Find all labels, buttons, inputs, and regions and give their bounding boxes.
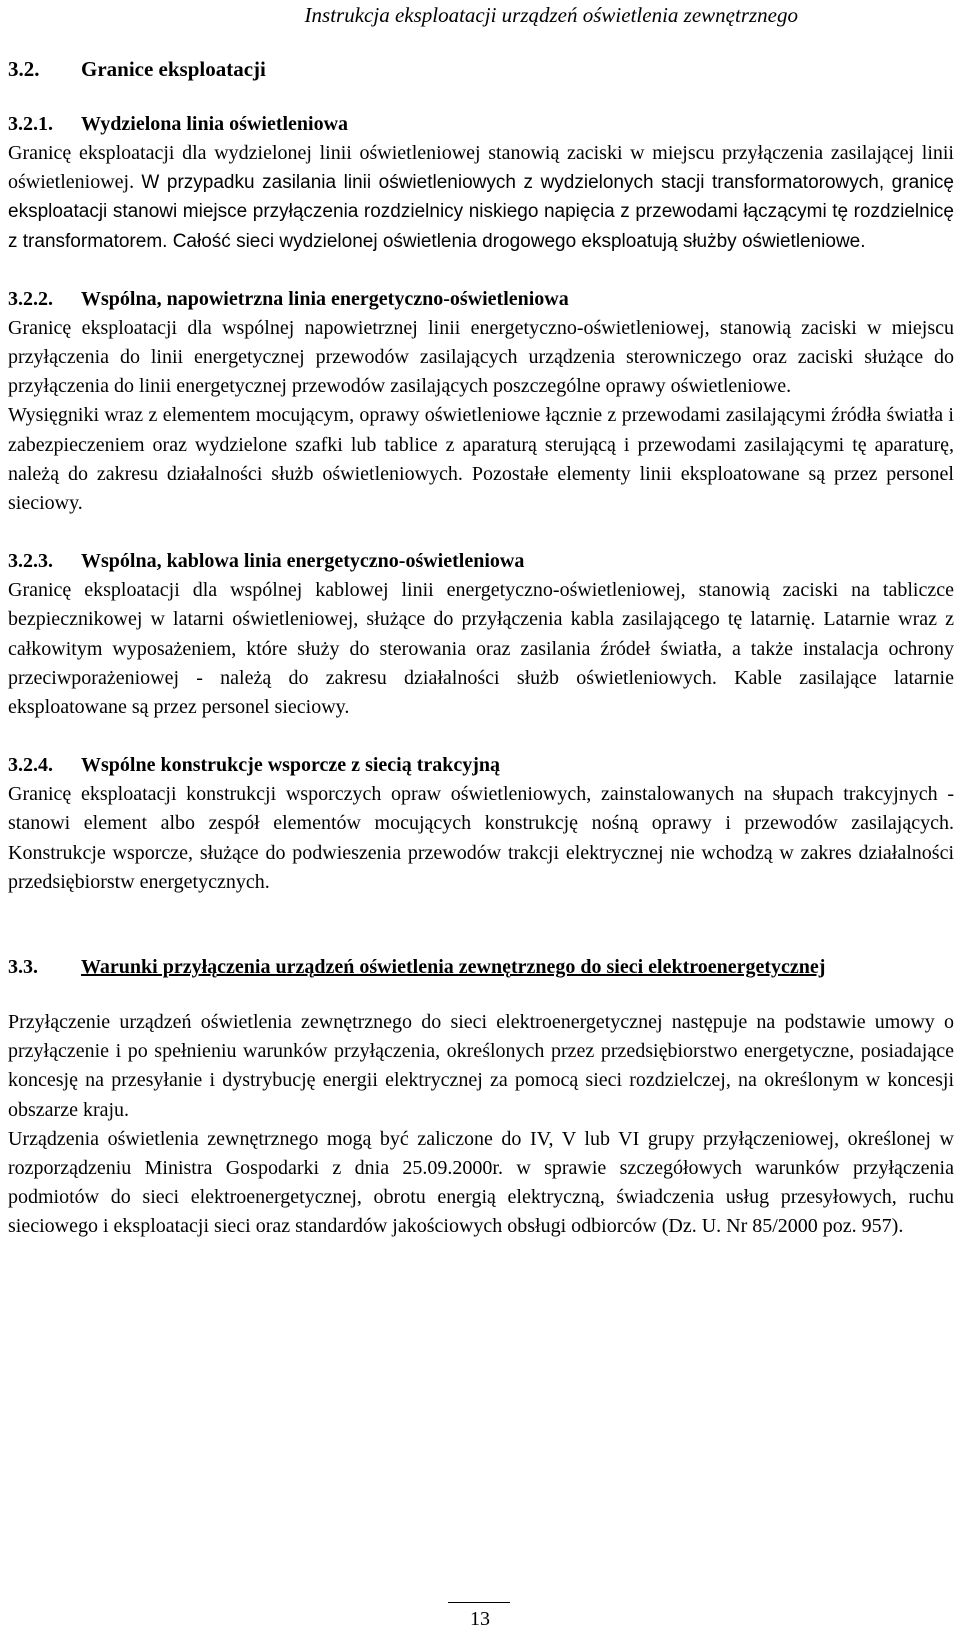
paragraph: Granicę eksploatacji dla wspólnej napowietrznej linii energetyczno-oświetleniowej, stanowią zaciski w miejscu przyłączenia do linii energetycznej przewodów zasilających urządzenia sterowniczego oraz zaciski służące do przyłączenia do linii energetycznej przewodów zasilających poszczególne oprawy oświetleniowe.	[8, 316, 954, 398]
section-heading-3-3	[8, 953, 954, 982]
subsection-title: Wspólna, napowietrzna linia energetyczno-oświetleniowa	[81, 287, 569, 310]
paragraph	[8, 139, 954, 256]
section-number: 3.3.	[8, 956, 38, 979]
paragraph: Granicę eksploatacji dla wspólnej kablowej linii energetyczno-oświetleniowej, stanowią zaciski na tabliczce bezpiecznikowej w latarni oświetleniowej, służące do przyłączenia kabla zasilającego tę latarnię. Latarnie wraz z całkowitym wyposażeniem, które służy do sterowania oraz zasilania źródeł światła, a także instalacja ochrony przeciwporażeniowej - należą do zakresu działalności służb oświetleniowych. Kable zasilające latarnie eksploatowane są przez personel sieciowy.	[8, 579, 954, 719]
subsection-title: Wspólna, kablowa linia energetyczno-oświetleniowa	[81, 550, 525, 573]
subsection-number: 3.2.4.	[8, 754, 53, 777]
section-title: Warunki przyłączenia urządzeń oświetlenia zewnętrznego do sieci elektroenergetycznej	[81, 956, 826, 979]
running-header: Instrukcja eksploatacji urządzeń oświetlenia zewnętrznego	[304, 3, 798, 27]
paragraph: Urządzenia oświetlenia zewnętrznego mogą być zaliczone do IV, V lub VI grupy przyłączeniowej, określonej w rozporządzeniu Ministra Gospodarki z dnia 25.09.2000r. w sprawie szczegółowych warunków przyłączenia podmiotów do sieci elektroenergetycznej, obrotu energią elektryczną, świadczenia usług przesyłowych, ruchu sieciowego i eksploatacji sieci oraz standardów jakościowych obsługi odbiorców (Dz. U. Nr 85/2000 poz. 957).	[8, 1127, 954, 1238]
document-body	[8, 55, 954, 1242]
section-title: Granice eksploatacji	[81, 57, 266, 81]
section-number: 3.2.	[8, 57, 40, 81]
paragraph-part: Granicę eksploatacji dla wydzielonej linii oświetleniowej stanowią zaciski w miejscu przyłączenia zasilającej linii oświetleniowej.	[8, 142, 954, 194]
subsection-heading-3-2-2	[8, 285, 954, 314]
paragraph-part: W przypadku zasilania linii oświetleniowych z wydzielonych stacji transformatorowych, granicę eksploatacji stanowi miejsce przyłączenia rozdzielnicy niskiego napięcia z przewodami łączącymi tę rozdzielnicę z transformatorem. Całość sieci wydzielonej oświetlenia drogowego eksploatują służby oświetleniowe.	[8, 172, 954, 252]
paragraph: Granicę eksploatacji konstrukcji wsporczych opraw oświetleniowych, zainstalowanych na słupach trakcyjnych - stanowi element albo zespół elementów mocujących konstrukcję nośną oprawy i przewodów zasilających. Konstrukcje wsporcze, służące do podwieszenia przewodów trakcji elektrycznej nie wchodzą w zakres działalności przedsiębiorstw energetycznych.	[8, 783, 954, 893]
subsection-title: Wydzielona linia oświetleniowa	[81, 113, 349, 135]
subsection-heading-3-2-3	[8, 547, 954, 576]
subsection-heading-3-2-1	[8, 110, 954, 139]
subsection-title: Wspólne konstrukcje wsporcze z siecią trakcyjną	[81, 754, 501, 777]
paragraph: Przyłączenie urządzeń oświetlenia zewnętrznego do sieci elektroenergetycznej następuje na podstawie umowy o przyłączenie i po spełnieniu warunków przyłączenia, określonych przez przedsiębiorstwo energetyczne, posiadające koncesję na przesyłanie i dystrybucję energii elektrycznej za pomocą sieci rozdzielczej, na określonym w koncesji obszarze kraju.	[8, 1011, 954, 1121]
subsection-heading-3-2-4	[8, 751, 954, 780]
footer-rule	[448, 1602, 510, 1603]
section-heading-3-2	[8, 55, 954, 84]
subsection-number: 3.2.1.	[8, 113, 53, 135]
page-number: 13	[470, 1608, 490, 1630]
subsection-number: 3.2.3.	[8, 550, 53, 573]
paragraph: Wysięgniki wraz z elementem mocującym, oprawy oświetleniowe łącznie z przewodami zasilającymi źródła światła i zabezpieczeniem oraz wydzielone szafki lub tablice z aparaturą sterującą i przewodami zasilającymi tę aparaturę, należą do zakresu działalności służb oświetleniowych. Pozostałe elementy linii eksploatowane są przez personel sieciowy.	[8, 404, 954, 515]
subsection-number: 3.2.2.	[8, 287, 53, 310]
